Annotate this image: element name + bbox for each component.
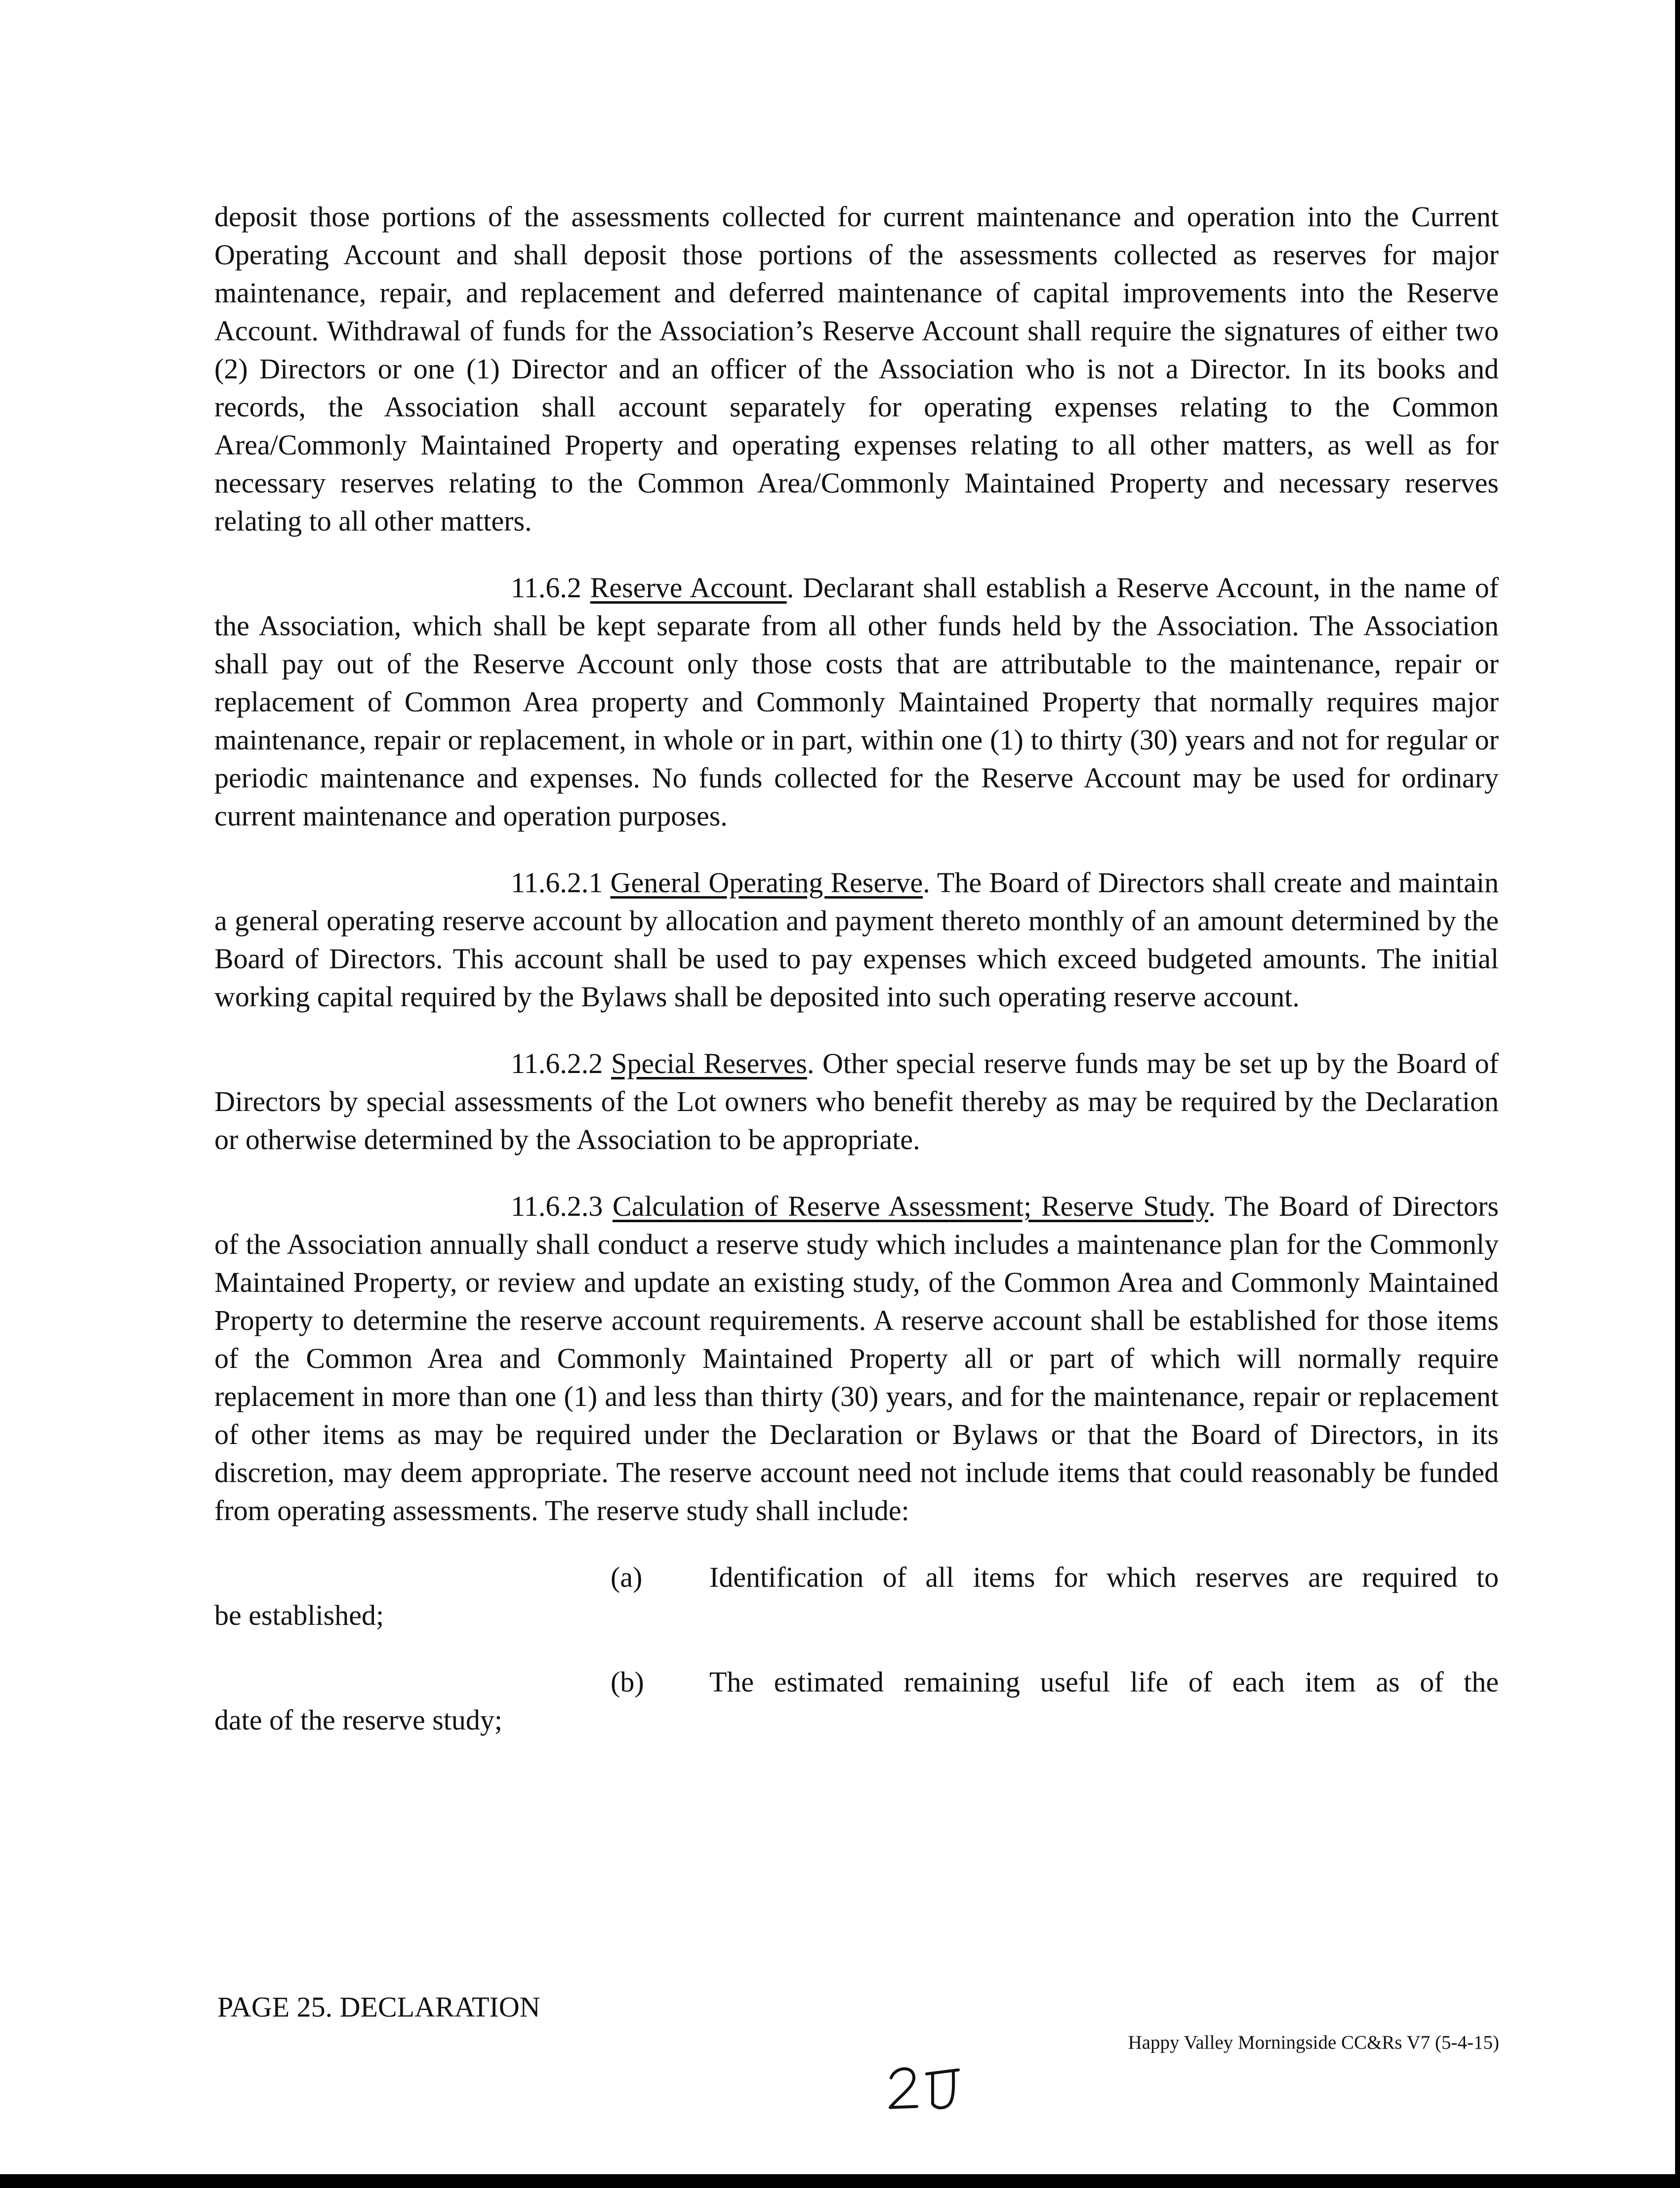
section-number: 11.6.2.3	[511, 1190, 603, 1222]
page-footer-label: PAGE 25. DECLARATION	[217, 1991, 540, 2023]
section-heading: General Operating Reserve	[610, 867, 923, 899]
document-identifier: Happy Valley Morningside CC&Rs V7 (5-4-15)	[1128, 2032, 1499, 2053]
continuation-paragraph: deposit those portions of the assessments collected for current maintenance and operation into the Current Operating Account and shall deposit those portions of the assessments collected as reserves for major maintenance, repair, and replacement and deferred maintenance of capital improvements into the Reserve Account. Withdrawal of funds for the Association’s Reserve Account shall require the signatures of either two (2) Directors or one (1) Director and an officer of the Association who is not a Director. In its books and records, the Association shall account separately for operating expenses relating to the Common Area/Commonly Maintained Property and operating expenses relating to all other matters, as well as for necessary reserves relating to the Common Area/Commonly Maintained Property and necessary reserves relating to all other matters.	[214, 201, 1499, 537]
list-item-continuation: be established;	[214, 1599, 384, 1631]
list-item-text: Identification of all items for which reserves are required to	[709, 1561, 1499, 1593]
scan-border-bottom	[0, 2174, 1680, 2188]
section-number: 11.6.2.1	[511, 867, 603, 899]
section-heading: Special Reserves	[611, 1047, 807, 1079]
section-11-6-2	[214, 569, 1499, 835]
section-11-6-2-2	[214, 1044, 1499, 1158]
section-heading: Reserve Account	[590, 572, 787, 604]
section-body: . Other special reserve funds may be set up by the Board of Directors by special assessments of the Lot owners who benefit thereby as may be required by the Declaration or otherwise determined by the Association to be appropriate.	[214, 1047, 1499, 1156]
list-marker: (b)	[611, 1666, 644, 1698]
section-heading: Calculation of Reserve Assessment; Reserve Study	[613, 1190, 1208, 1222]
section-11-6-2-1	[214, 864, 1499, 1016]
handwritten-page-number	[884, 2060, 973, 2114]
list-marker: (a)	[611, 1561, 643, 1593]
section-number: 11.6.2	[511, 572, 581, 604]
document-body	[214, 198, 1499, 1768]
section-11-6-2-3	[214, 1187, 1499, 1529]
list-item-continuation: date of the reserve study;	[214, 1704, 503, 1736]
section-body: . The Board of Directors shall create and maintain a general operating reserve account by allocation and payment thereto monthly of an amount determined by the Board of Directors. This account shall be used to pay expenses which exceed budgeted amounts. The initial working capital required by the Bylaws shall be deposited into such operating reserve account.	[214, 867, 1499, 1013]
list-item-text: The estimated remaining useful life of each item as of the	[709, 1666, 1499, 1698]
section-body: . The Board of Directors of the Association annually shall conduct a reserve study which includes a maintenance plan for the Commonly Maintained Property, or review and update an existing study, of the Common Area and Commonly Maintained Property to determine the reserve account requirements. A reserve account shall be established for those items of the Common Area and Commonly Maintained Property all or part of which will normally require replacement in more than one (1) and less than thirty (30) years, and for the maintenance, repair or replacement of other items as may be required under the Declaration or Bylaws or that the Board of Directors, in its discretion, may deem appropriate. The reserve account need not include items that could reasonably be funded from operating assessments. The reserve study shall include:	[214, 1190, 1499, 1527]
list-item-a	[214, 1558, 1499, 1634]
list-item-b	[214, 1663, 1499, 1739]
scan-border-right	[1675, 0, 1680, 2188]
section-body: . Declarant shall establish a Reserve Account, in the name of the Association, which shall be kept separate from all other funds held by the Association. The Association shall pay out of the Reserve Account only those costs that are attributable to the maintenance, repair or replacement of Common Area property and Commonly Maintained Property that normally requires major maintenance, repair or replacement, in whole or in part, within one (1) to thirty (30) years and not for regular or periodic maintenance and expenses. No funds collected for the Reserve Account may be used for ordinary current maintenance and operation purposes.	[214, 572, 1499, 832]
section-number: 11.6.2.2	[511, 1047, 603, 1079]
